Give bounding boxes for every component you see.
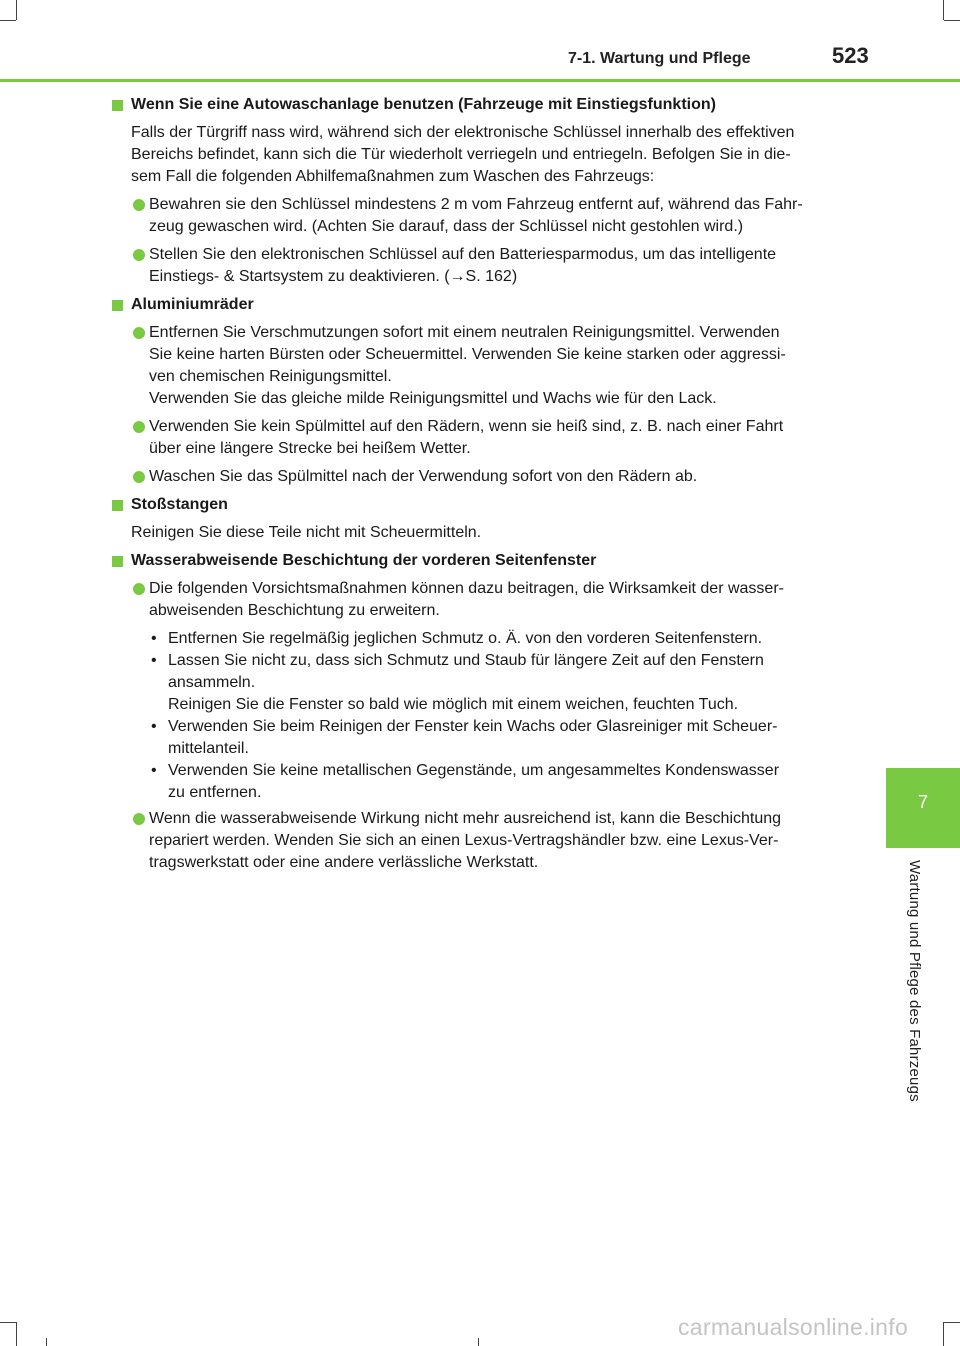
paragraph: Reinigen Sie diese Teile nicht mit Scheuermitteln. xyxy=(131,524,482,541)
round-bullet-icon xyxy=(133,249,145,261)
bullet-item: Wenn die wasserabweisende Wirkung nicht mehr ausreichend ist, kann die Beschichtung repariert werden. Wenden Sie sich an einen Lexus-Vertragshändler bzw. eine Lexus-Ver- tragswerkstatt oder eine andere verlässliche Werkstatt. xyxy=(110,808,844,874)
round-bullet-icon xyxy=(133,583,145,595)
crop-mark xyxy=(46,1338,47,1346)
dot-marker: • xyxy=(151,762,157,779)
page-number: 523 xyxy=(832,43,869,68)
square-bullet-icon xyxy=(112,100,123,111)
bullet-item: Entfernen Sie Verschmutzungen sofort mit einem neutralen Reinigungsmittel. Verwenden Sie keine harten Bürsten oder Scheuermittel. Verwenden Sie keine starken oder aggressi- ven chemischen Reinigungsmittel. Verwenden Sie das gleiche milde Reinigungsmittel und Wachs wie für den Lack. xyxy=(110,322,844,410)
crop-mark xyxy=(943,0,944,20)
dot-marker: • xyxy=(151,718,157,735)
dot-marker: • xyxy=(151,630,157,647)
crop-mark xyxy=(478,1338,479,1346)
section-heading: Wenn Sie eine Autowaschanlage benutzen (Fahrzeuge mit Einstiegsfunktion) xyxy=(110,94,844,116)
round-bullet-icon xyxy=(133,813,145,825)
round-bullet-icon xyxy=(133,471,145,483)
crop-mark xyxy=(16,0,17,20)
section-heading: Aluminiumräder xyxy=(110,294,844,316)
bullet-item: Waschen Sie das Spülmittel nach der Verwendung sofort von den Rädern ab. xyxy=(110,466,844,488)
running-header-title: 7-1. Wartung und Pflege xyxy=(568,50,751,67)
crop-mark xyxy=(0,20,16,21)
page-content xyxy=(110,94,844,880)
crop-mark xyxy=(16,1322,17,1346)
sub-list xyxy=(110,628,844,804)
bullet-item: Stellen Sie den elektronischen Schlüssel auf den Batteriesparmodus, um das intelligente Einstiegs- & Startsystem zu deaktivieren. (→S. 162) xyxy=(110,244,844,288)
chapter-number: 7 xyxy=(917,792,928,812)
watermark: carmanualsonline.info xyxy=(678,1314,909,1340)
round-bullet-icon xyxy=(133,199,145,211)
chapter-tab xyxy=(886,768,960,848)
sub-list-item: • Verwenden Sie beim Reinigen der Fenster kein Wachs oder Glasreiniger mit Scheuer- mittelanteil. xyxy=(151,718,778,757)
bullet-item: Die folgenden Vorsichtsmaßnahmen können dazu beitragen, die Wirksamkeit der wasser- abweisenden Beschichtung zu erweitern. xyxy=(110,578,844,622)
dot-marker: • xyxy=(151,652,157,669)
round-bullet-icon xyxy=(133,327,145,339)
crop-mark xyxy=(943,1322,944,1346)
paragraph: Falls der Türgriff nass wird, während sich der elektronische Schlüssel innerhalb des effektiven Bereichs befindet, kann sich die Tür wiederholt verriegeln und entriegeln. Befolgen Sie in die- sem Fall die folgenden Abhilfemaßnahmen zum Waschen des Fahrzeugs: xyxy=(131,124,795,185)
square-bullet-icon xyxy=(112,300,123,311)
sub-list-item: • Lassen Sie nicht zu, dass sich Schmutz und Staub für längere Zeit auf den Fenstern ansammeln. Reinigen Sie die Fenster so bald wie möglich mit einem weichen, feuchten Tuch. xyxy=(151,652,764,713)
crop-mark xyxy=(0,1322,16,1323)
round-bullet-icon xyxy=(133,421,145,433)
header-rule xyxy=(0,79,960,82)
square-bullet-icon xyxy=(112,556,123,567)
sub-list-item: • Verwenden Sie keine metallischen Gegenstände, um angesammeltes Kondenswasser zu entfernen. xyxy=(151,762,780,801)
section-heading: Stoßstangen xyxy=(110,494,844,516)
section-heading: Wasserabweisende Beschichtung der vorderen Seitenfenster xyxy=(110,550,844,572)
crop-mark xyxy=(944,1322,960,1323)
sub-list-item: • Entfernen Sie regelmäßig jeglichen Schmutz o. Ä. von den vorderen Seitenfenstern. xyxy=(110,628,844,650)
bullet-item: Bewahren sie den Schlüssel mindestens 2 m vom Fahrzeug entfernt auf, während das Fahr- zeug gewaschen wird. (Achten Sie darauf, dass der Schlüssel nicht gestohlen wird.) xyxy=(110,194,844,238)
chapter-title-vertical: Wartung und Pflege des Fahrzeugs xyxy=(906,860,923,1102)
square-bullet-icon xyxy=(112,500,123,511)
bullet-item: Verwenden Sie kein Spülmittel auf den Rädern, wenn sie heiß sind, z. B. nach einer Fahrt über eine längere Strecke bei heißem Wetter. xyxy=(110,416,844,460)
crop-mark xyxy=(944,20,960,21)
